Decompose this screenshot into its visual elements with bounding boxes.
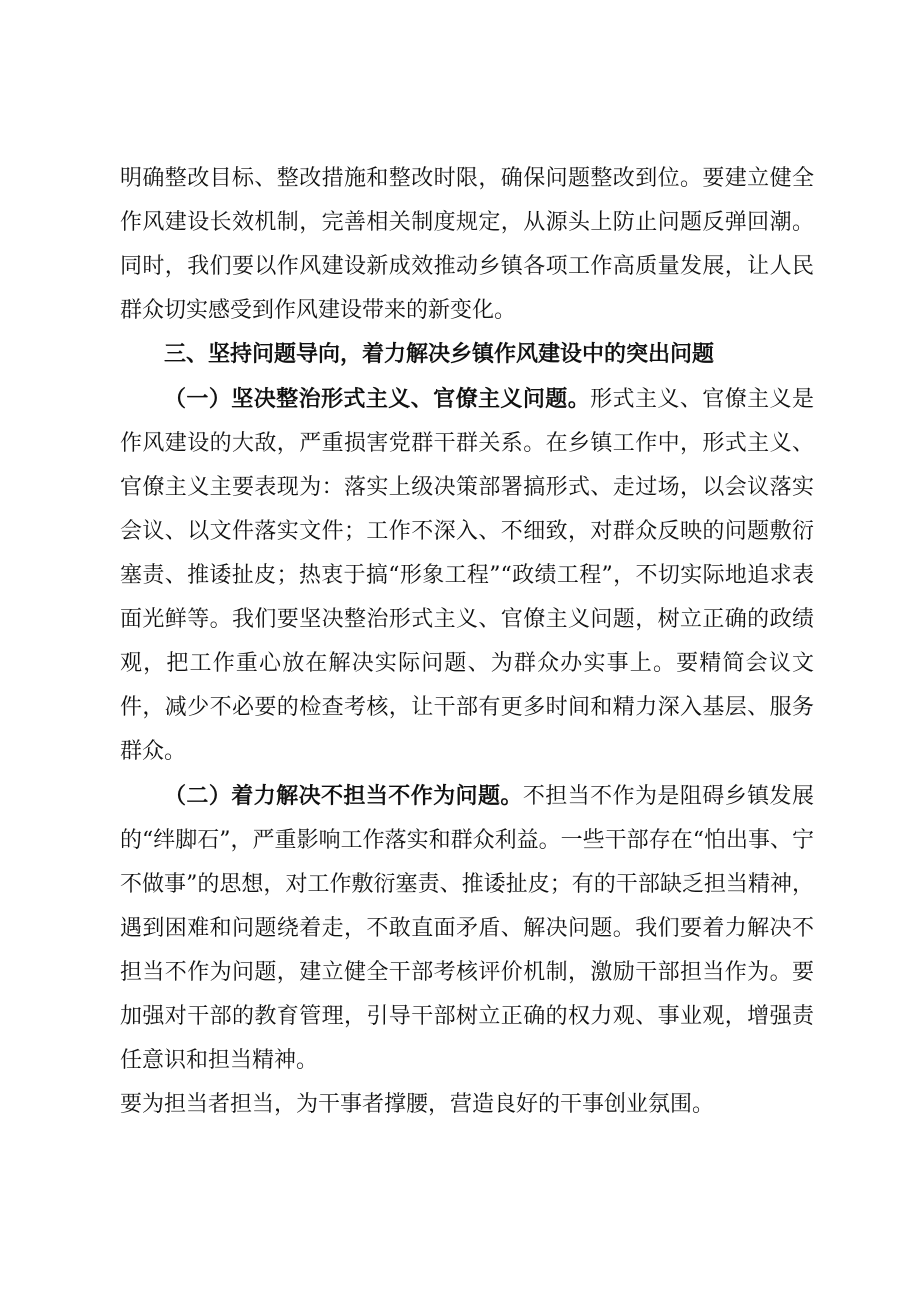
item-two-title: （二）着力解决不担当不作为问题。 [164, 783, 523, 809]
item-one-body: 形式主义、官僚主义是作风建设的大敌，严重损害党群干群关系。在乡镇工作中，形式主义、官僚主义主要表现为：落实上级决策部署搞形式、走过场，以会议落实会议、以文件落实文件；工作不深入、不细致，对群众反映的问题敷衍塞责、推诿扯皮；热衷于搞“形象工程”“政绩工程”，不切实际地追求表面光鲜等。我们要坚决整治形式主义、官僚主义问题，树立正确的政绩观，把工作重心放在解决实际问题、为群众办实事上。要精简会议文件，减少不必要的检查考核，让干部有更多时间和精力深入基层、服务群众。 [120, 387, 814, 764]
item-one-title: （一）坚决整治形式主义、官僚主义问题。 [164, 386, 591, 412]
document-body [120, 157, 814, 1127]
section-heading: 三、坚持问题导向，着力解决乡镇作风建设中的突出问题 [164, 342, 715, 367]
item-two-body: 不担当不作为是阻碍乡镇发展的“绊脚石”，严重影响工作落实和群众利益。一些干部存在“怕出事、宁不做事”的思想，对工作敷衍塞责、推诿扯皮；有的干部缺乏担当精神，遇到困难和问题绕着走，不敢直面矛盾、解决问题。我们要着力解决不担当不作为问题，建立健全干部考核评价机制，激励干部担当作为。要加强对干部的教育管理，引导干部树立正确的权力观、事业观，增强责任意识和担当精神。 [120, 784, 814, 1073]
continuation-paragraph: 明确整改目标、整改措施和整改时限，确保问题整改到位。要建立健全作风建设长效机制，完善相关制度规定，从源头上防止问题反弹回潮。同时，我们要以作风建设新成效推动乡镇各项工作高质量发展，让人民群众切实感受到作风建设带来的新变化。 [120, 166, 814, 323]
item-two-paragraph [120, 774, 814, 1083]
closing-line: 要为担当者担当，为干事者撑腰，营造良好的干事创业氛围。 [120, 1092, 715, 1117]
item-one-paragraph [120, 377, 814, 774]
